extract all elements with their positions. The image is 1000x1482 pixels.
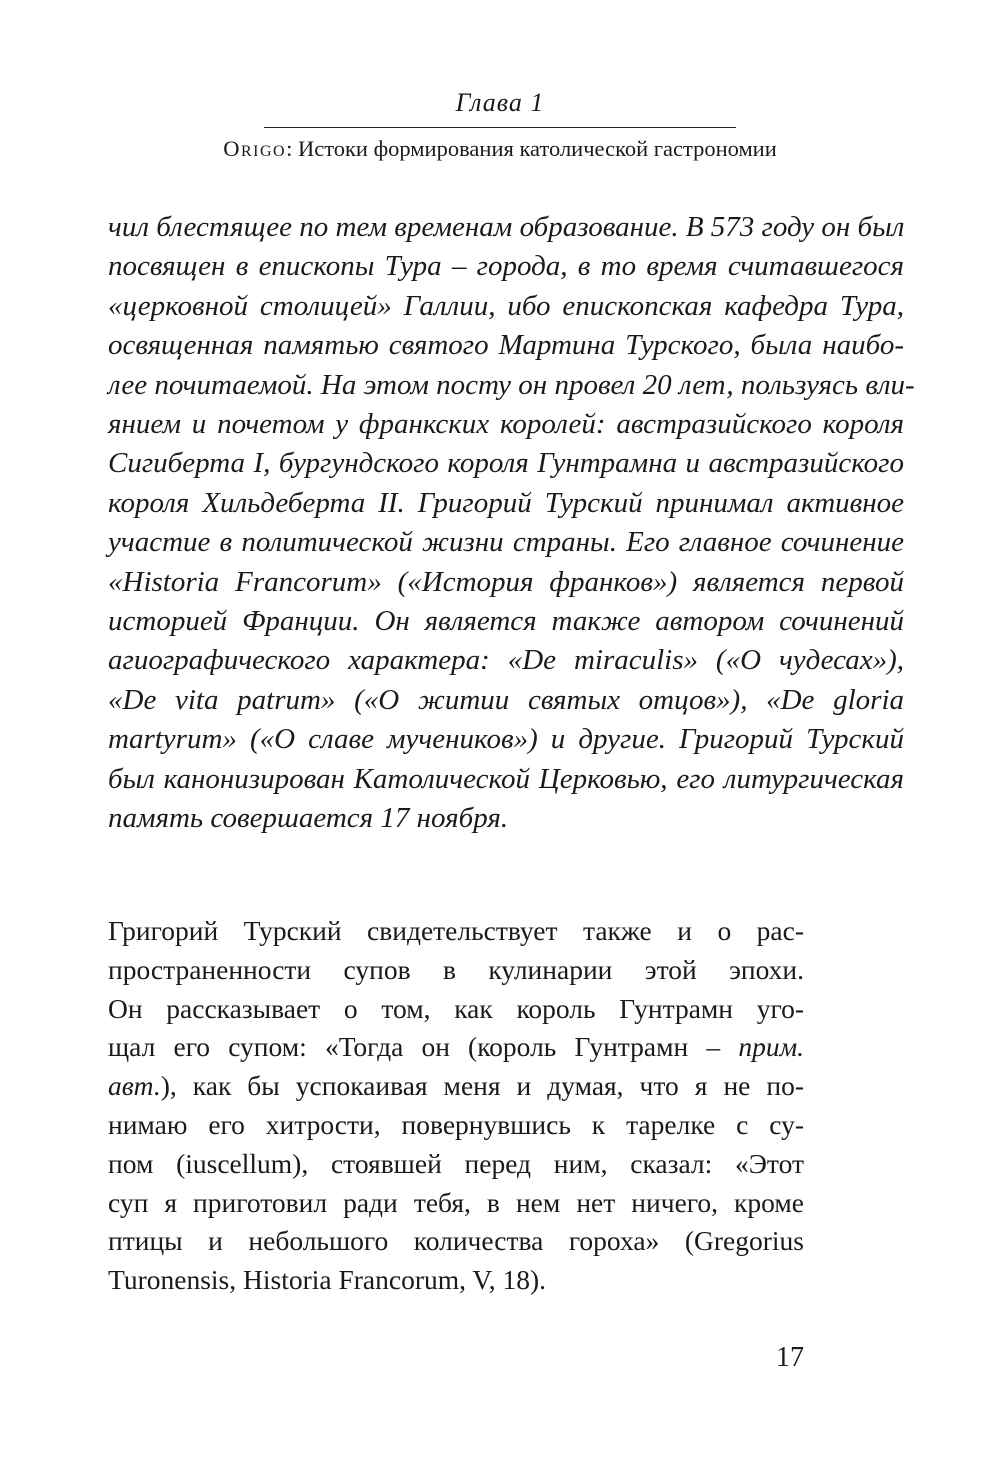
note-line: был канонизирован Католической Церковью, его литургическая: [108, 762, 904, 795]
note-line: короля Хильдеберта II. Григорий Турский принимал активное: [108, 486, 904, 519]
body-line: Он рассказывает о том, как король Гунтрамн уго-: [108, 992, 804, 1024]
note-line: освященная памятью святого Мартина Турского, была наибо-: [108, 329, 904, 362]
note-line: лее почитаемой. На этом посту он провел 20 лет, пользуясь вли-: [108, 368, 915, 401]
body-line: пространенности супов в кулинарии этой эпохи.: [108, 953, 804, 985]
body-line: суп я приготовил ради тебя, в нем нет ничего, кроме: [108, 1186, 804, 1218]
body-text: щал его супом: «Тогда он (король Гунтрамн –: [108, 1031, 739, 1063]
subtitle-brand: Origo: [223, 136, 287, 161]
body-paragraph: [108, 912, 804, 1300]
header-rule: [264, 127, 736, 128]
chapter-subtitle: [0, 136, 1000, 162]
note-line: martyrum» («О славе мучеников») и другие. Григорий Турский: [108, 723, 904, 756]
note-line: «церковной столицей» Галлии, ибо епископская кафедра Тура,: [108, 289, 904, 322]
subtitle-text: : Истоки формирования католической гастрономии: [286, 136, 777, 161]
note-line: «Historia Francorum» («История франков») является первой: [108, 565, 904, 598]
body-text: ), как бы успокаивая меня и думая, что я не по-: [160, 1070, 804, 1102]
note-line: историей Франции. Он является также автором сочинений: [108, 605, 904, 638]
body-line: птицы и небольшого количества гороха» (Gregorius: [108, 1225, 804, 1257]
body-line: Григорий Турский свидетельствует также и о рас-: [108, 915, 804, 946]
body-line: пом (iuscellum), стоявшей перед ним, сказал: «Этот: [108, 1147, 804, 1179]
body-line: [108, 1028, 804, 1067]
note-line: память совершается 17 ноября.: [108, 802, 509, 835]
biographical-note: [108, 208, 915, 839]
note-line: посвящен в епископы Тура – города, в то время считавшегося: [108, 250, 904, 283]
body-line: Turonensis, Historia Francorum, V, 18).: [108, 1264, 546, 1296]
page-number: 17: [776, 1342, 804, 1373]
body-line: [108, 1067, 804, 1106]
body-line: нимаю его хитрости, повернувшись к тарелке с су-: [108, 1108, 804, 1140]
note-line: «De vita patrum» («О житии святых отцов»), «De gloria: [108, 683, 904, 716]
note-line: чил блестящее по тем временам образование. В 573 году он был: [108, 211, 905, 243]
note-line: участие в политической жизни страны. Его главное сочинение: [108, 526, 904, 559]
note-line: янием и почетом у франкских королей: австразийского короля: [108, 408, 904, 441]
note-line: агиографического характера: «De miraculis» («О чудесах»),: [108, 644, 904, 677]
italic-abbreviation: авт.: [108, 1070, 161, 1102]
note-line: Сигиберта I, бургундского короля Гунтрамна и австразийского: [108, 447, 904, 480]
chapter-heading: Глава 1: [455, 88, 545, 117]
italic-abbreviation: прим.: [738, 1031, 804, 1063]
